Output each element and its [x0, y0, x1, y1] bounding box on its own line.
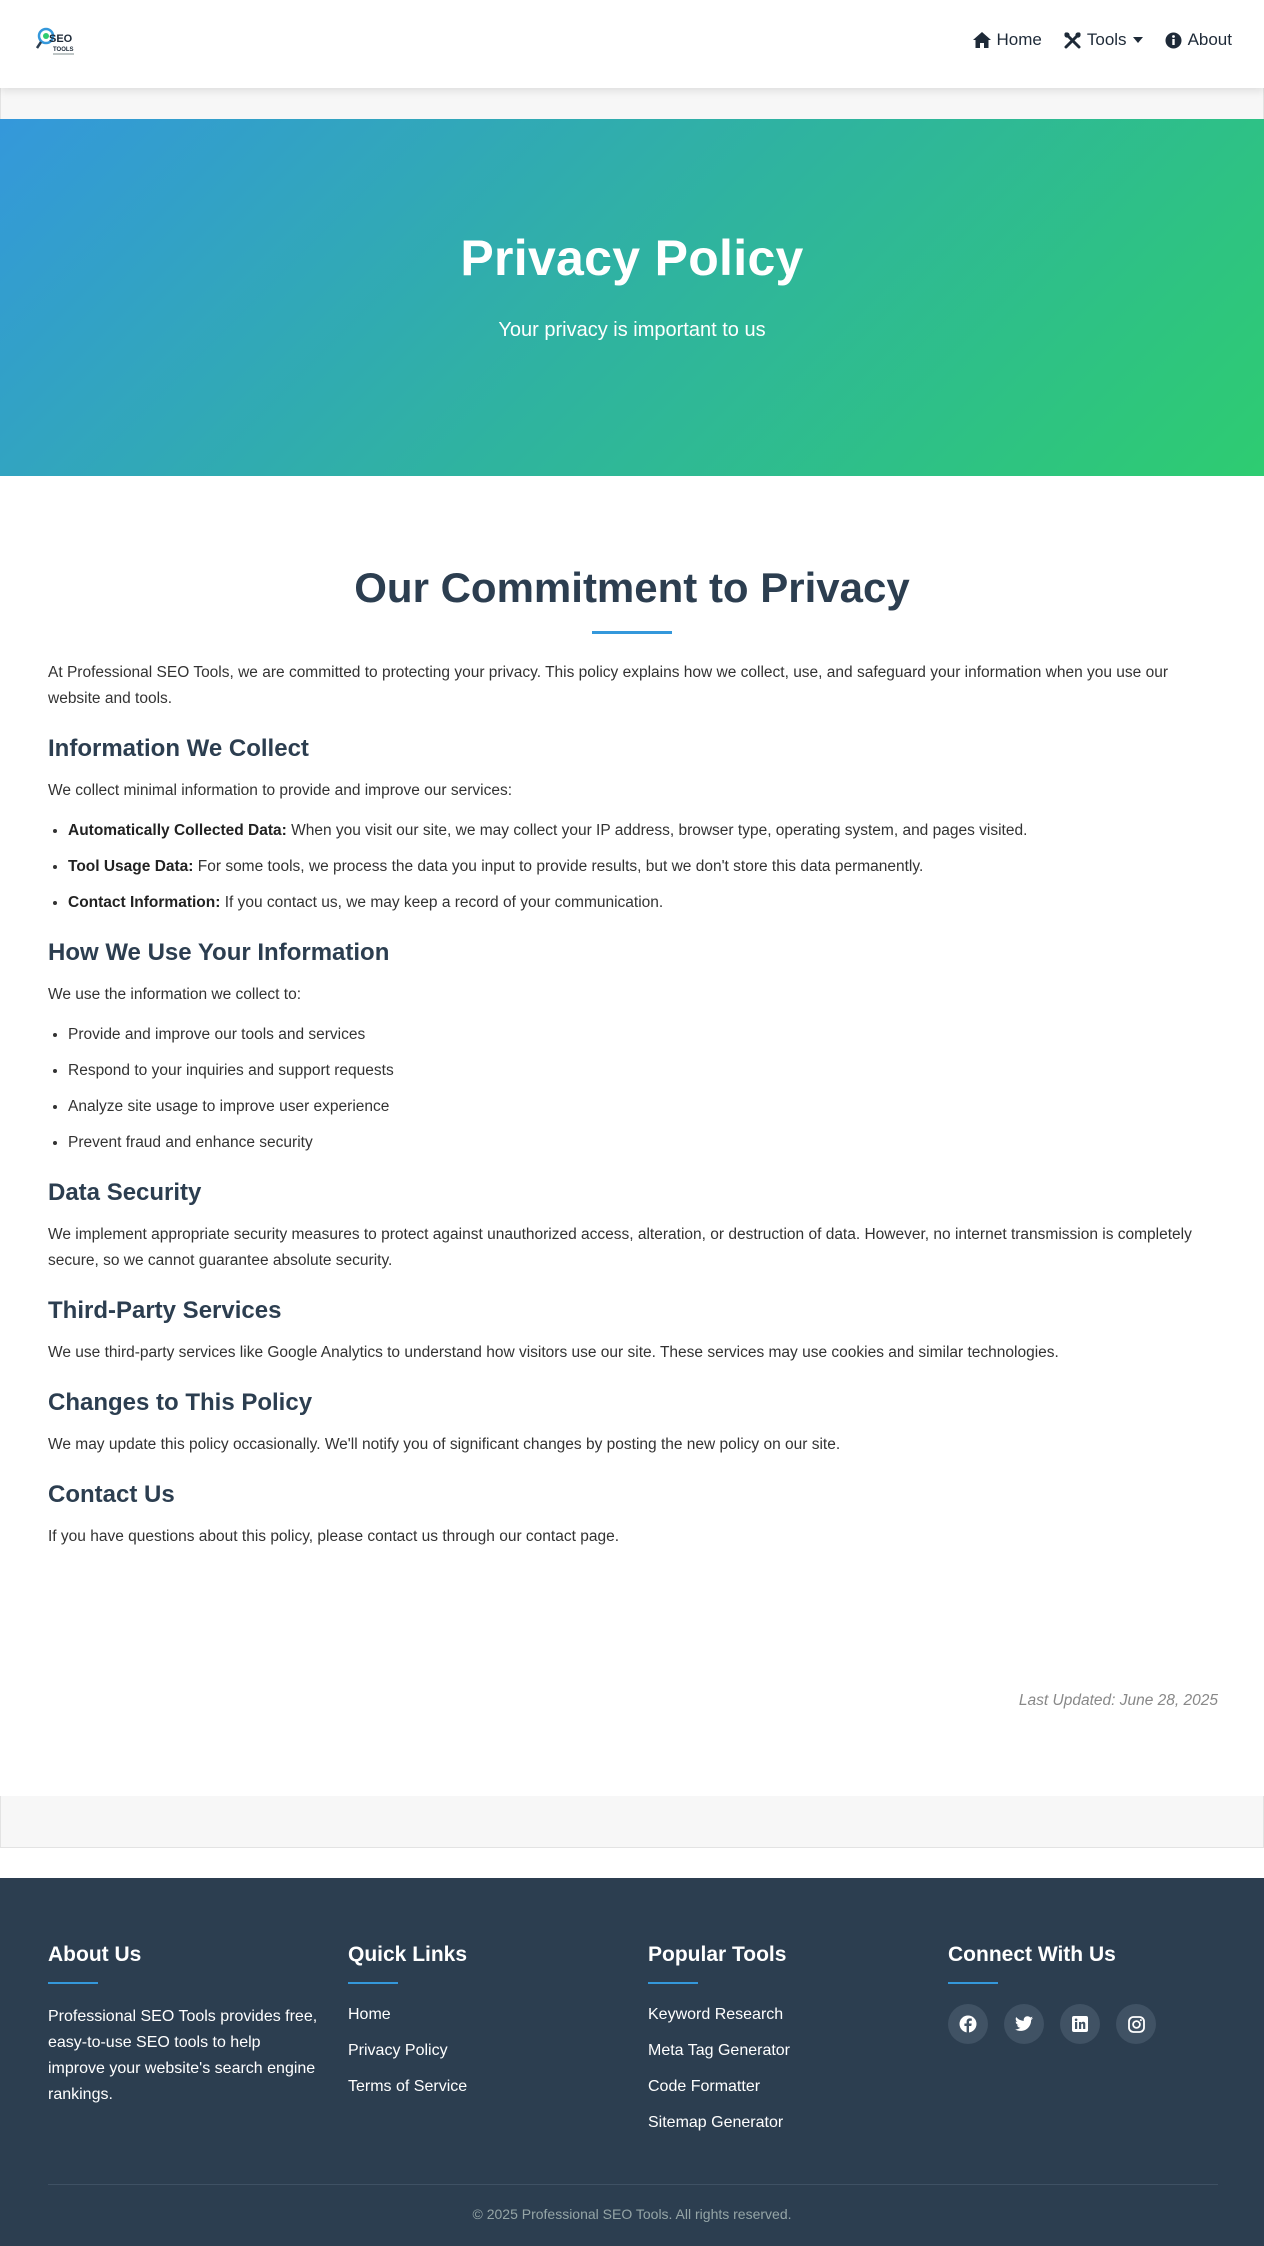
intro-paragraph: At Professional SEO Tools, we are committed to protecting your privacy. This policy explains how we collect, use, and safeguard your information when you use our website and tools. [48, 664, 1169, 707]
logo-magnifier-icon [36, 26, 82, 58]
list-item: • Prevent fraud and enhance security [68, 1130, 1218, 1156]
linkedin-button[interactable] [1060, 2004, 1100, 2044]
footer-about-text: Professional SEO Tools provides free, easy-to-use SEO tools to help improve your website's search engine rankings. [48, 2008, 318, 2103]
hero-banner [0, 119, 1264, 476]
use-list [68, 1022, 1218, 1156]
header-spacer-band [0, 88, 1264, 119]
footer-about-heading: About Us [48, 1943, 142, 1966]
list-item-label: Contact Information: [68, 894, 221, 911]
title-underline [592, 631, 672, 634]
nav-about-label: About [1187, 30, 1232, 49]
facebook-button[interactable] [948, 2004, 988, 2044]
list-item [68, 818, 1218, 844]
list-item: • Respond to your inquiries and support requests [68, 1058, 1218, 1084]
footer-link-meta-tag-generator[interactable]: Meta Tag Generator [648, 2042, 791, 2059]
policy-body [48, 660, 1218, 1564]
collect-intro: We collect minimal information to provide and improve our services: [48, 782, 513, 799]
heading-data-security: Data Security [48, 1179, 202, 1206]
list-item-label: Tool Usage Data: [68, 858, 194, 875]
site-header [0, 0, 1264, 88]
footer-link-keyword-research[interactable]: Keyword Research [648, 2006, 784, 2023]
heading-how-we-use: How We Use Your Information [48, 939, 390, 966]
list-item-text: For some tools, we process the data you input to provide results, but we don't store this data permanently. [193, 858, 924, 875]
footer-link-terms[interactable]: Terms of Service [348, 2078, 468, 2095]
nav-tools[interactable] [1064, 30, 1143, 50]
list-item-text: If you contact us, we may keep a record of your communication. [220, 894, 664, 911]
heading-changes: Changes to This Policy [48, 1389, 313, 1416]
footer-quick-links [348, 1942, 618, 2112]
svg-text:TOOLS: TOOLS [53, 47, 74, 53]
footer-popular-tools-heading: Popular Tools [648, 1943, 787, 1966]
footer-link-sitemap-generator[interactable]: Sitemap Generator [648, 2114, 784, 2131]
tools-icon [1064, 32, 1081, 49]
footer-connect [948, 1942, 1218, 2044]
heading-information-we-collect: Information We Collect [48, 735, 309, 762]
third-party-text: We use third-party services like Google Analytics to understand how visitors use our site. These services may use cookies and similar technologies. [48, 1344, 1059, 1361]
heading-underline [348, 1982, 398, 1984]
heading-underline [48, 1982, 98, 1984]
contact-text: If you have questions about this policy, please contact us through our contact page. [48, 1528, 619, 1545]
footer-divider [48, 2184, 1218, 2185]
footer-connect-heading: Connect With Us [948, 1943, 1116, 1966]
footer-link-privacy-policy[interactable]: Privacy Policy [348, 2042, 448, 2059]
social-links [948, 2004, 1218, 2044]
info-icon [1165, 32, 1182, 49]
footer-link-code-formatter[interactable]: Code Formatter [648, 2078, 761, 2095]
list-item: • Provide and improve our tools and services [68, 1022, 1218, 1048]
twitter-icon [1015, 2016, 1033, 2032]
footer-link-home[interactable]: Home [348, 2006, 391, 2023]
twitter-button[interactable] [1004, 2004, 1044, 2044]
heading-third-party: Third-Party Services [48, 1297, 282, 1324]
nav-tools-label: Tools [1086, 30, 1127, 49]
home-icon [973, 32, 991, 48]
collect-list [68, 818, 1218, 916]
last-updated: Last Updated: June 28, 2025 [1018, 1692, 1218, 1709]
footer-about [48, 1942, 318, 2108]
nav-home-label: Home [996, 30, 1042, 49]
site-footer [0, 1878, 1264, 2246]
site-logo[interactable] [36, 26, 82, 58]
list-item-label: Automatically Collected Data: [68, 822, 287, 839]
instagram-button[interactable] [1116, 2004, 1156, 2044]
main-content [0, 476, 1264, 1796]
page-title: Privacy Policy [460, 230, 804, 286]
footer-spacer-band [0, 1796, 1264, 1848]
main-nav [973, 30, 1232, 50]
list-item [68, 854, 1218, 880]
footer-quick-links-heading: Quick Links [348, 1943, 468, 1966]
footer-popular-tools [648, 1942, 918, 2148]
copyright-text: © 2025 Professional SEO Tools. All rights reserved. [472, 2206, 792, 2222]
section-title: Our Commitment to Privacy [354, 564, 910, 611]
list-item: • Analyze site usage to improve user experience [68, 1094, 1218, 1120]
quick-links-list [348, 2004, 618, 2098]
security-text: We implement appropriate security measures to protect against unauthorized access, alteration, or destruction of data. However, no internet transmission is completely secure, so we cannot guarantee absolute security. [48, 1226, 1192, 1269]
heading-underline [948, 1982, 998, 1984]
changes-text: We may update this policy occasionally. We'll notify you of significant changes by posting the new policy on our site. [48, 1436, 841, 1453]
list-item-text: When you visit our site, we may collect your IP address, browser type, operating system, and pages visited. [286, 822, 1028, 839]
caret-down-icon [1133, 36, 1143, 44]
nav-home[interactable] [973, 30, 1042, 50]
linkedin-icon [1072, 2016, 1088, 2032]
hero-subtitle: Your privacy is important to us [498, 319, 766, 341]
heading-underline [648, 1982, 698, 1984]
facebook-icon [959, 2015, 977, 2033]
nav-about[interactable] [1165, 30, 1232, 50]
list-item [68, 890, 1218, 916]
svg-text:SEO: SEO [49, 33, 73, 45]
popular-tools-list [648, 2004, 918, 2134]
instagram-icon [1128, 2016, 1145, 2033]
use-intro: We use the information we collect to: [48, 986, 302, 1003]
heading-contact: Contact Us [48, 1481, 175, 1508]
